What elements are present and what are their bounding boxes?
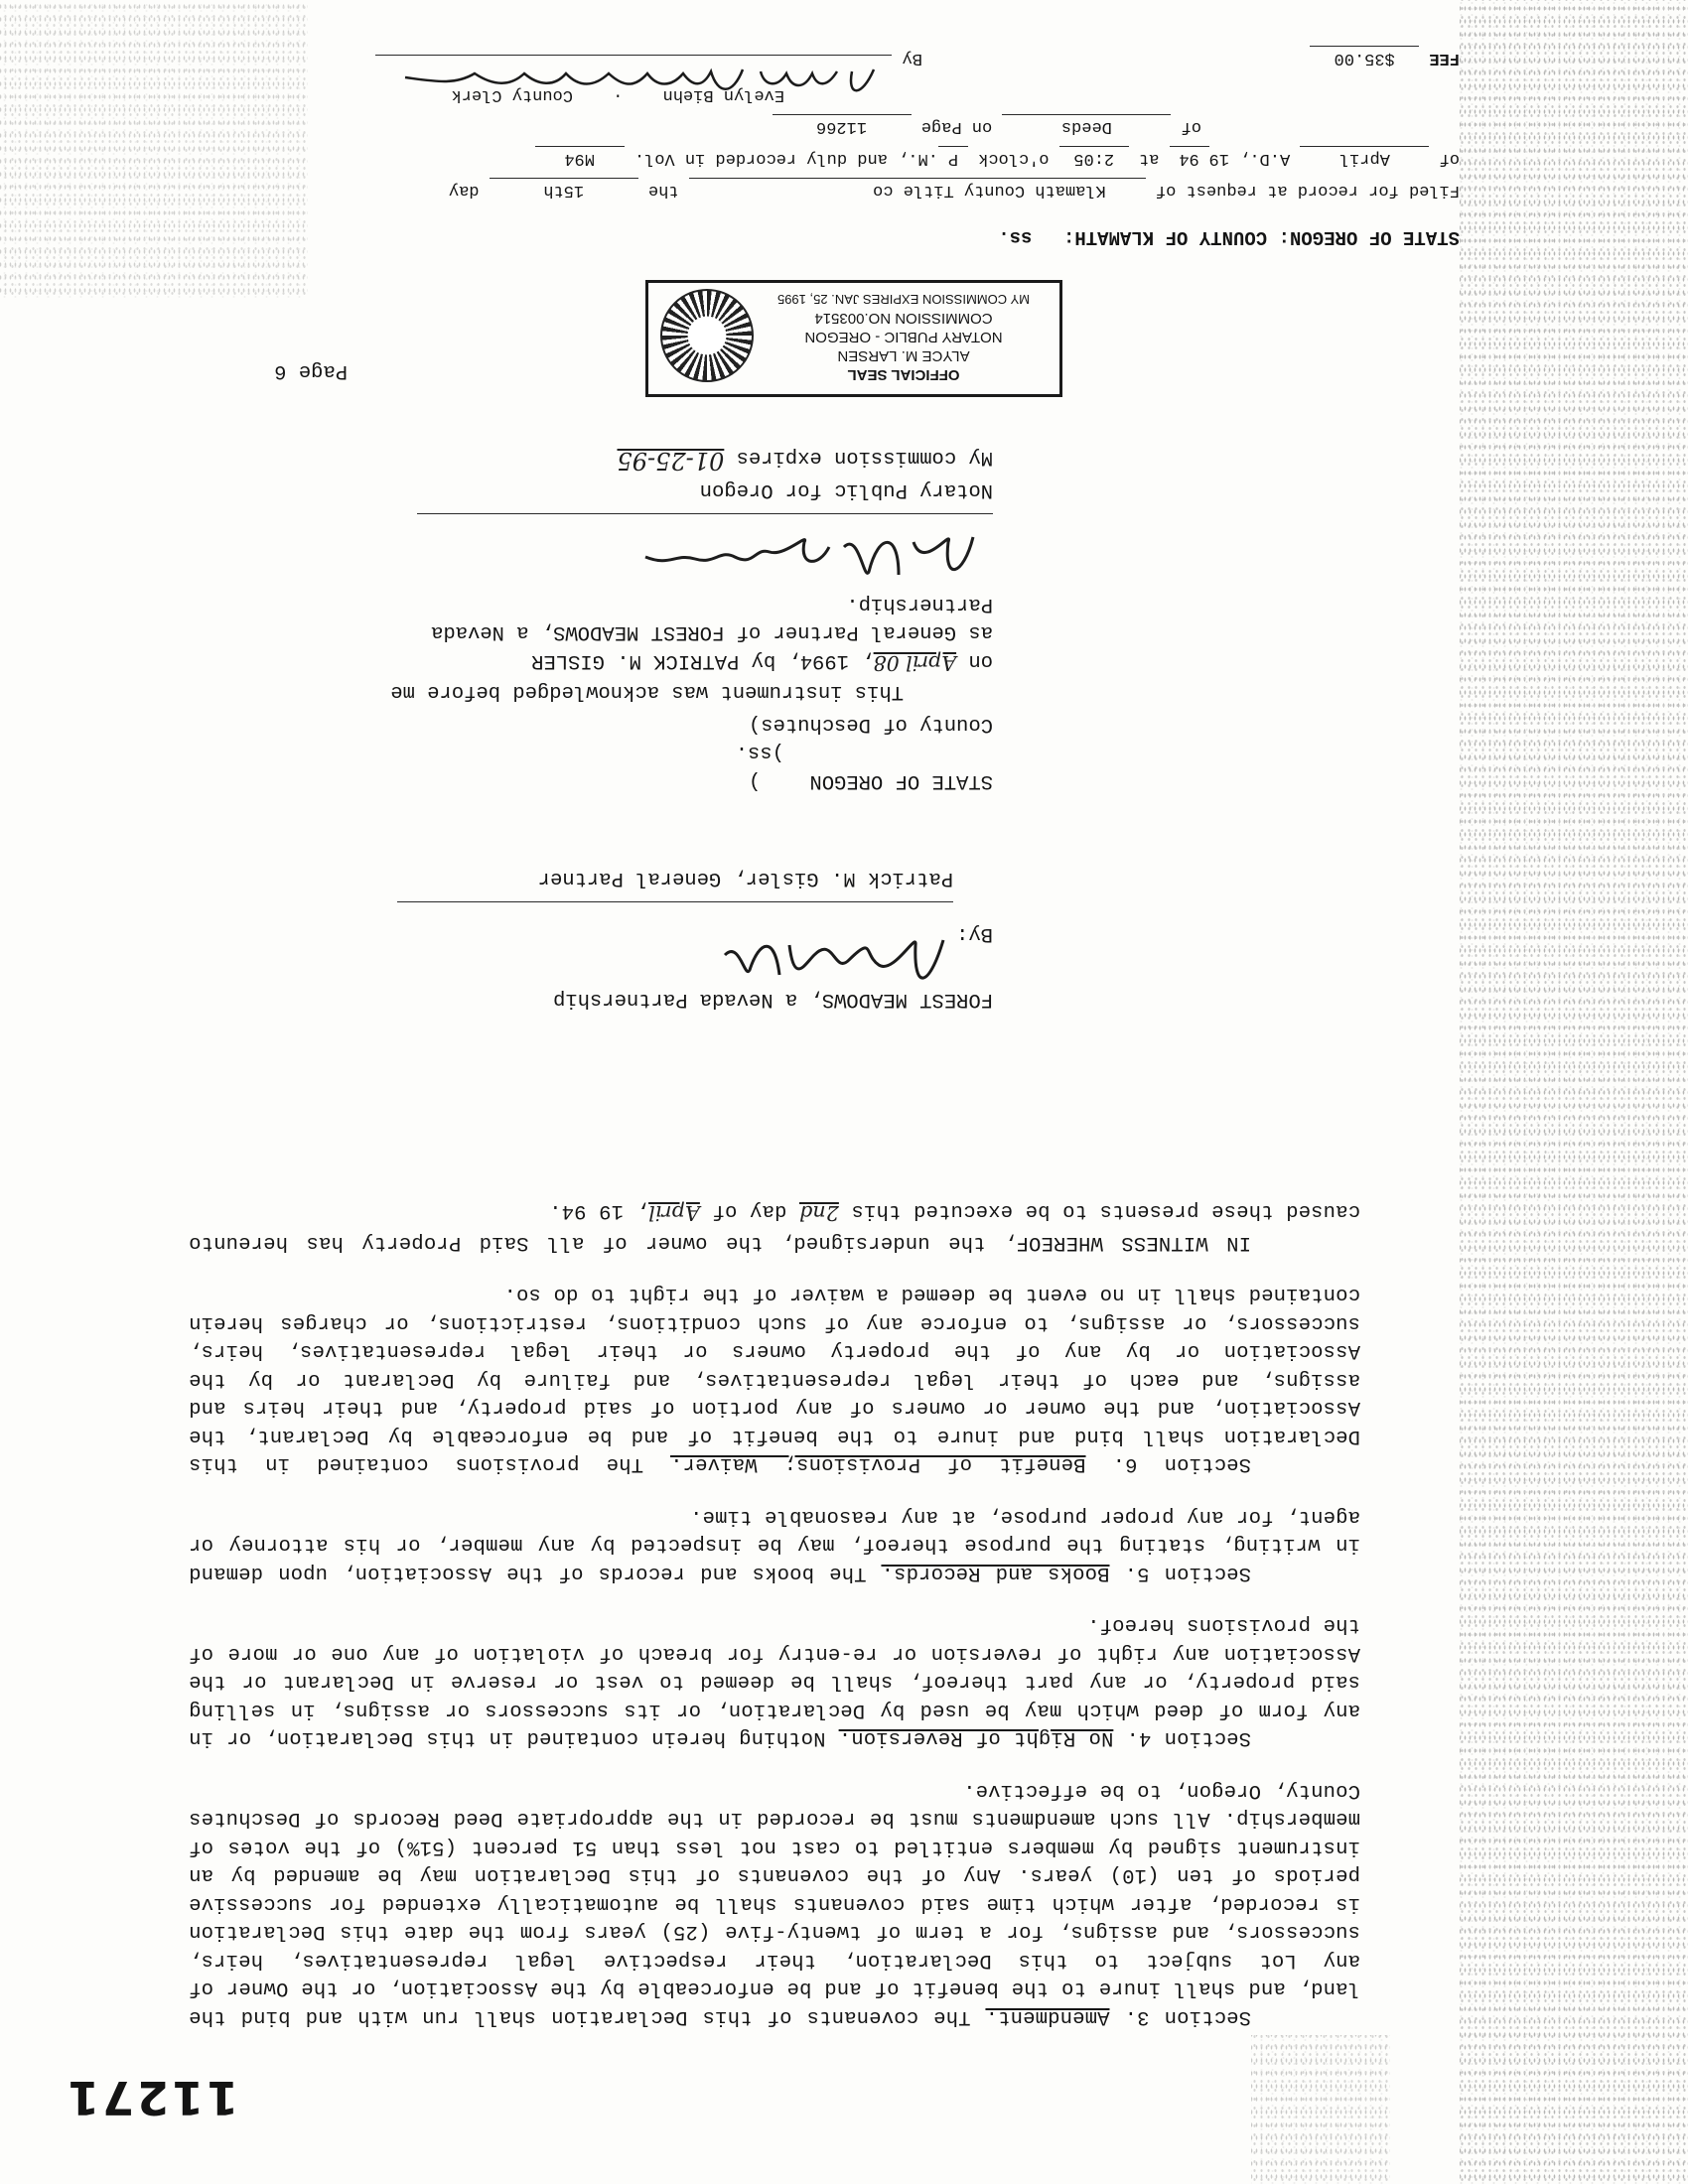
filed-book: Deeds [1002,114,1171,137]
section-6-number: Section 6. [1112,1452,1251,1476]
witness-text: IN WITNESS WHEREOF, the undersigned, the owner of all Said Property has hereunto caused these presents to be executed this [189,1199,1360,1254]
notary-title: Notary Public for Oregon [699,478,993,501]
ack-on: on [968,649,993,672]
oclock-label: o'clock [978,149,1050,168]
commission-date: 01-25-95 [617,447,725,476]
section-4-title: No Right of Reversion. [838,1726,1114,1750]
ack-county: County of Deschutes) [748,713,993,736]
notary-signature [626,528,983,588]
filed-day: 15th [490,178,638,201]
section-3-title: Amendment. [985,2005,1110,2028]
recording-line2 [268,146,1460,169]
witness-year: , 19 94. [549,1199,649,1223]
seal-emblem-icon [660,289,754,382]
scan-noise-left [1460,0,1688,2184]
notary-seal [645,280,1062,397]
scan-noise-corner [0,0,308,298]
witness-day-of: day of [712,1199,787,1223]
of2-label: of [1181,117,1201,136]
seal-line4: COMMISSION NO.003514 [814,310,993,327]
ack-line1: This instrument was acknowledged before me [390,680,904,704]
filed-label: Filed for record at request of [1155,181,1460,200]
seal-line5: MY COMMISSION EXPIRES JAN. 25, 1995 [776,292,1031,307]
deputy-by-label: By [902,49,922,68]
ack-line4: Partnership. [846,593,993,615]
recording-line5 [268,46,1460,77]
witness-clause [189,1196,1360,1256]
recording-line1 [268,178,1460,201]
fee-amount: $35.00 [1310,46,1419,68]
section-5-text: The books and records of the Association, upon demand in writing, stating the purpose thereof, may be inspected by any member, or his attorney or agent, for any proper purpose, at any reasonable time. [188,1505,1360,1584]
recording-state-county: STATE OF OREGON: COUNTY OF KLAMATH: [1062,226,1460,248]
clerk-title: County Clerk [451,85,573,104]
seal-line1: OFFICIAL SEAL [847,366,960,383]
section-6-title: Benefit of Provisions; Waiver. [670,1452,1086,1476]
page-label: Page 6 [274,359,348,382]
filed-page: 11266 [773,114,912,137]
seal-line2: ALYCE M. LARSEN [837,347,970,364]
section-5-title: Books and Records. [881,1562,1110,1584]
recording-line3 [10,114,1460,137]
scan-noise-top [1251,2035,1390,2184]
recording-page-number: 11271 [64,2071,238,2124]
fee-label: FEE [1429,49,1460,68]
at-label: at [1138,149,1160,168]
ack-date: April 08 [873,651,957,675]
seal-line3: NOTARY PUBLIC - OREGON [804,329,1003,345]
deputy-signature [385,60,882,99]
recording-line4: Evelyn Biehn · County Clerk [451,85,784,104]
filed-time: 2:05 [1059,146,1129,169]
grantor-signature [715,925,953,995]
section-6-text: The provisions contained in this Declaration shall bind and inure to the benefit of and be enforceable by Declarant, the Association, and the owner or owners of any portion of said property, and their heirs and assigns, and each of their legal representatives, and failure by Declarant or by the Association or by any of the property owners or their legal representatives, heirs, successors, or assigns, to enforce any of such conditions, restrictions, or charges herein contained shall in no event be deemed a waiver of the right to do so. [189,1283,1360,1476]
filed-vol: M94 [535,146,625,169]
section-6 [189,1280,1360,1478]
deputy-signature-line [375,55,892,77]
day-label: day [448,181,480,200]
the-label: the [647,181,679,200]
section-3 [189,1776,1360,2031]
witness-month: April [648,1201,700,1226]
ack-ss: )ss. [735,741,784,764]
grantor-entity: FOREST MEADOWS, a Nevada Partnership [553,988,993,1011]
filed-requester: Klamath County Title co [689,178,1146,201]
on-page-label: on Page [920,117,993,136]
ack-line3: as General Partner of FOREST MEADOWS, a Nevada [431,620,993,644]
ack-year: , 1994, by PATRICK M. GISLER [531,649,874,672]
filed-month: April [1300,146,1429,169]
recording-header [268,226,1460,248]
section-3-text: The covenants of this Declaration shall run with and bind the land, and shall inure to the benefit of and be enforceable by the Association, or the Owner of any Lot subject to this Declaration, their respective legal representatives, heirs, successors, and assigns, for a term of twenty-five (25) years from the date this Declaration is recorded, after which time said covenants shall be automatically extended for successive periods of ten (10) years. Any of the covenants of this Declaration may be amended by an instrument signed by members entitled to cast not less than 51 percent (51%) of the votes of membership. All such amendments must be recorded in the appropriate Deed Records of Deschutes County, Oregon, to be effective. [188,1779,1360,2028]
grantor-signature-block [238,864,993,1013]
section-4-text: Nothing herein contained in this Declaration, or in any form of deed which may be used by Declaration, or its successors or assigns, in selling said property, or any part thereof, shall be deemed to vest or reserve in Declarant or the Association any right of reversion or re-entry for breach of violation of any one or more of the provisions hereof. [189,1613,1360,1750]
of-label: of [1439,149,1460,168]
commission-label: My commission expires [736,446,993,470]
seal-text [758,290,1050,384]
grantor-signer: Patrick M. Gisler, General Partner [537,867,953,889]
recorded-label: .M., and duly recorded in Vol. [633,149,938,168]
acknowledgment-block: STATE OF OREGON ) )ss. County of Deschutes) This instrument was acknowledged before me on April 08, 1994, by PATRICK M. GISLER as General Partner of FOREST MEADOWS, a Nevada Partnership. Notary Public for Oregon My commission expires 01-25-95 [218,443,993,794]
by-label: By: [956,922,993,945]
section-3-number: Section 3. [1124,2005,1251,2028]
clerk-name: Evelyn Biehn [662,85,784,104]
section-5-number: Section 5. [1124,1562,1251,1584]
recording-ss: ss. [998,226,1033,248]
filed-ampm: P [938,146,968,169]
section-4-number: Section 4. [1126,1726,1251,1750]
section-5 [189,1502,1360,1587]
ack-state: STATE OF OREGON [809,769,993,792]
witness-day: 2nd [798,1201,839,1226]
declaration-body [189,1186,1360,2030]
filed-year: 94 [1170,146,1209,169]
ad-label: A.D., 19 [1208,149,1291,168]
section-4 [189,1610,1360,1752]
